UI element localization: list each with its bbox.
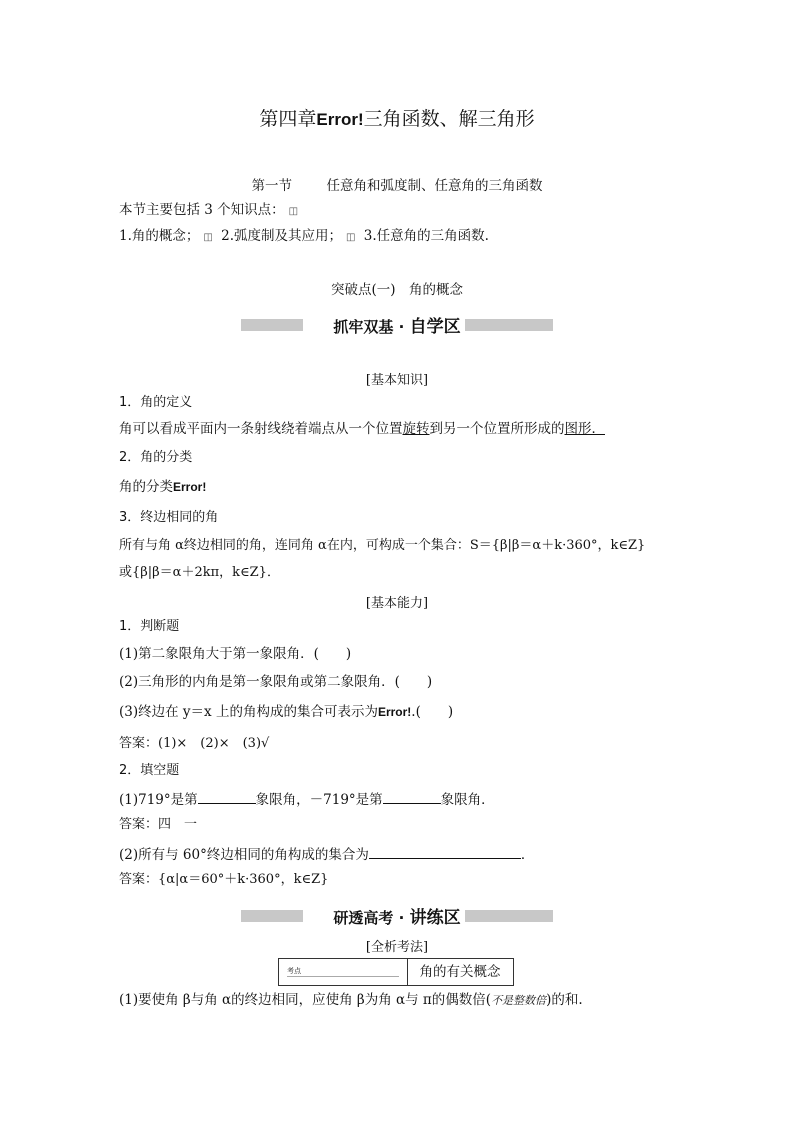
analysis-paragraph-1	[119, 991, 583, 1010]
fill-question-1	[119, 789, 495, 809]
answer-2: 答案：四 一	[119, 817, 198, 832]
banner-dot: ·	[398, 318, 405, 336]
chapter-title	[0, 104, 794, 131]
banner-title	[0, 312, 794, 337]
judge-title: 1．判断题	[119, 619, 180, 634]
analysis-text-b: )的和.	[546, 992, 583, 1008]
fill-title: 2．填空题	[119, 763, 180, 778]
section-title	[0, 174, 794, 194]
definition-text-a: 角可以看成平面内一条射线绕着端点从一个位置	[119, 421, 403, 437]
judge-question-2: (2)三角形的内角是第一象限角或第二象限角．( )	[119, 674, 433, 690]
fill-question-2-a: (2)所有与 60°终边相同的角构成的集合为	[119, 847, 369, 863]
answer-1: 答案：(1)× (2)× (3)√	[119, 736, 270, 751]
chapter-title-text: 三角函数、解三角形	[363, 108, 535, 130]
link-icon: ◫	[288, 206, 299, 217]
intro-item-1: 1.角的概念；	[119, 228, 200, 244]
chapter-prefix: 第四章	[259, 108, 317, 130]
topic-box	[278, 958, 514, 986]
topic-box-label: 考点	[287, 967, 301, 975]
coterminal-text-2: 或{β|β＝α＋2kπ，k∈Z}．	[119, 565, 280, 580]
analysis-note: 不是整数倍	[491, 994, 547, 1007]
banner-left-text: 抓牢双基	[333, 318, 394, 336]
intro-line-1	[119, 201, 302, 221]
banner-right-text: 自学区	[409, 317, 461, 337]
section-title-text: 任意角和弧度制、任意角的三角函数	[326, 178, 543, 194]
topic-box-label-cell	[279, 959, 408, 985]
banner-exam-practice	[0, 903, 794, 927]
coterminal-title: 3．终边相同的角	[119, 510, 219, 525]
fill-question-1-c: 象限角．	[440, 792, 495, 808]
fill-question-2-b: ．	[520, 847, 535, 863]
judge-question-3-tail: .( )	[411, 704, 454, 720]
fill-question-2	[119, 844, 534, 864]
definition-blank-rotate: 旋转	[402, 421, 430, 437]
answer-blank-2[interactable]	[383, 789, 441, 804]
chapter-error-text: Error!	[316, 110, 364, 129]
judge-question-1: (1)第二象限角大于第一象限角．( )	[119, 646, 352, 662]
intro-line-2	[119, 227, 489, 247]
banner-self-study	[0, 312, 794, 336]
fill-question-1-a: (1)719°是第	[119, 792, 198, 808]
answer-blank-1[interactable]	[198, 789, 256, 804]
topic-box-divider	[287, 976, 399, 977]
intro-item-2: 2.弧度制及其应用；	[221, 228, 343, 244]
intro-text: 本节主要包括 3 个知识点：	[119, 202, 285, 218]
basic-knowledge-heading: [基本知识]	[365, 373, 429, 388]
definition-blank-figure: 图形．	[564, 421, 605, 437]
link-icon: ◫	[346, 232, 356, 243]
link-icon: ◫	[203, 232, 213, 243]
banner-right-text: 讲练区	[409, 908, 461, 928]
basic-ability-heading: [基本能力]	[365, 596, 429, 611]
banner-title	[0, 903, 794, 928]
judge-question-3-error: Error!	[377, 705, 412, 719]
intro-item-3: 3.任意角的三角函数.	[363, 228, 489, 244]
classification-text-label: 角的分类	[119, 479, 173, 495]
fill-question-1-b: 象限角，－719°是第	[255, 792, 383, 808]
section-label: 第一节	[251, 178, 292, 194]
breakpoint-title: 突破点(一) 角的概念	[330, 282, 464, 298]
banner-left-text: 研透高考	[333, 909, 394, 927]
classification-text	[119, 478, 206, 496]
answer-blank-3[interactable]	[369, 844, 521, 859]
judge-question-3-text: (3)终边在 y＝x 上的角构成的集合可表示为	[119, 704, 378, 720]
answer-3: 答案：{α|α＝60°＋k·360°，k∈Z}	[119, 872, 329, 887]
coterminal-text-1: 所有与角 α终边相同的角，连同角 α在内，可构成一个集合：S＝{β|β＝α＋k·360°，k∈Z}	[119, 538, 646, 553]
analysis-text-a: (1)要使角 β与角 α的终边相同，应使角 β为角 α与 π的偶数倍(	[119, 992, 492, 1008]
topic-box-title: 角的有关概念	[419, 964, 501, 980]
classification-error: Error!	[173, 480, 207, 494]
definition-title: 1．角的定义	[119, 395, 193, 410]
banner-dot: ·	[398, 909, 405, 927]
definition-text	[119, 420, 605, 438]
definition-text-c: 到另一个位置所形成的	[429, 421, 565, 437]
full-analysis-heading: [全析考法]	[365, 940, 429, 955]
classification-title: 2．角的分类	[119, 450, 193, 465]
judge-question-3	[119, 703, 453, 721]
